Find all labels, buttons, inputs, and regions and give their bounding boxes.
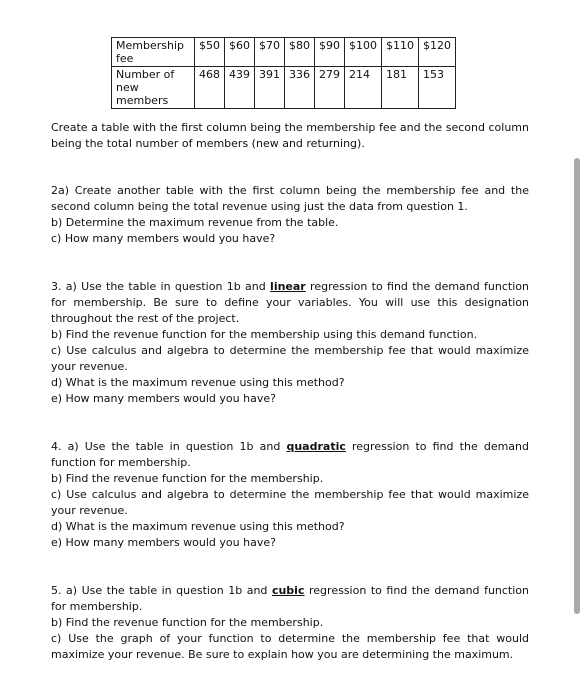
question-4 [51, 439, 529, 551]
text-span: regression to find the demand function for membership. [51, 584, 530, 613]
table-cell: 336 [285, 67, 315, 109]
paragraph: c) Use calculus and algebra to determine the membership fee that would maximize your revenue. [51, 488, 529, 517]
paragraph: e) How many members would you have? [51, 536, 276, 549]
paragraph: b) Find the revenue function for the membership. [51, 616, 324, 629]
paragraph: Create a table with the first column being the membership fee and the second column being the total number of members (new and returning). [51, 121, 529, 150]
question-2 [51, 183, 529, 247]
vertical-scrollbar[interactable] [574, 158, 580, 614]
keyword-cubic: cubic [271, 584, 305, 597]
table-row [112, 38, 456, 67]
question-3 [51, 279, 529, 407]
table-cell: 214 [345, 67, 382, 109]
table-cell: $90 [315, 38, 345, 67]
text-span: regression to find the demand function for membership. Be sure to define your variables. You will use this designation throughout the rest of the project. [51, 280, 529, 325]
table-cell: $60 [225, 38, 255, 67]
table-cell: 181 [382, 67, 419, 109]
table-cell: $70 [255, 38, 285, 67]
paragraph: b) Determine the maximum revenue from the table. [51, 216, 339, 229]
text-span: 4. a) Use the table in question 1b and [51, 440, 287, 453]
table-row-label: Number of new members [112, 67, 195, 109]
text-span: 5. a) Use the table in question 1b and [51, 584, 272, 597]
paragraph: d) What is the maximum revenue using this method? [51, 520, 345, 533]
table-cell: $100 [345, 38, 382, 67]
table-cell: $50 [195, 38, 225, 67]
text-span: 3. a) Use the table in question 1b and [51, 280, 271, 293]
table-cell: 279 [315, 67, 345, 109]
paragraph: c) Use calculus and algebra to determine the membership fee that would maximize your revenue. [51, 344, 529, 373]
table-cell: 439 [225, 67, 255, 109]
text-span: regression to find the demand function for membership. [51, 440, 530, 469]
question-1b [51, 120, 529, 152]
table-cell: $80 [285, 38, 315, 67]
paragraph: 2a) Create another table with the first column being the membership fee and the second column being the total revenue using just the data from question 1. [51, 184, 529, 213]
question-5 [51, 583, 529, 663]
paragraph [51, 583, 529, 615]
table-row-label: Membership fee [112, 38, 195, 67]
membership-table [111, 37, 456, 109]
paragraph: b) Find the revenue function for the membership using this demand function. [51, 328, 478, 341]
paragraph: e) How many members would you have? [51, 392, 276, 405]
keyword-quadratic: quadratic [286, 440, 346, 453]
table-row [112, 67, 456, 109]
paragraph [51, 439, 529, 471]
table-cell: 468 [195, 67, 225, 109]
paragraph: c) How many members would you have? [51, 232, 276, 245]
table-cell: 153 [419, 67, 456, 109]
keyword-linear: linear [270, 280, 306, 293]
paragraph: c) Use the graph of your function to determine the membership fee that would maximize your revenue. Be sure to explain how you are determining the maximum. [51, 632, 529, 661]
paragraph [51, 279, 529, 327]
table-cell: 391 [255, 67, 285, 109]
table-cell: $120 [419, 38, 456, 67]
paragraph: b) Find the revenue function for the membership. [51, 472, 324, 485]
table-cell: $110 [382, 38, 419, 67]
paragraph: d) What is the maximum revenue using this method? [51, 376, 345, 389]
